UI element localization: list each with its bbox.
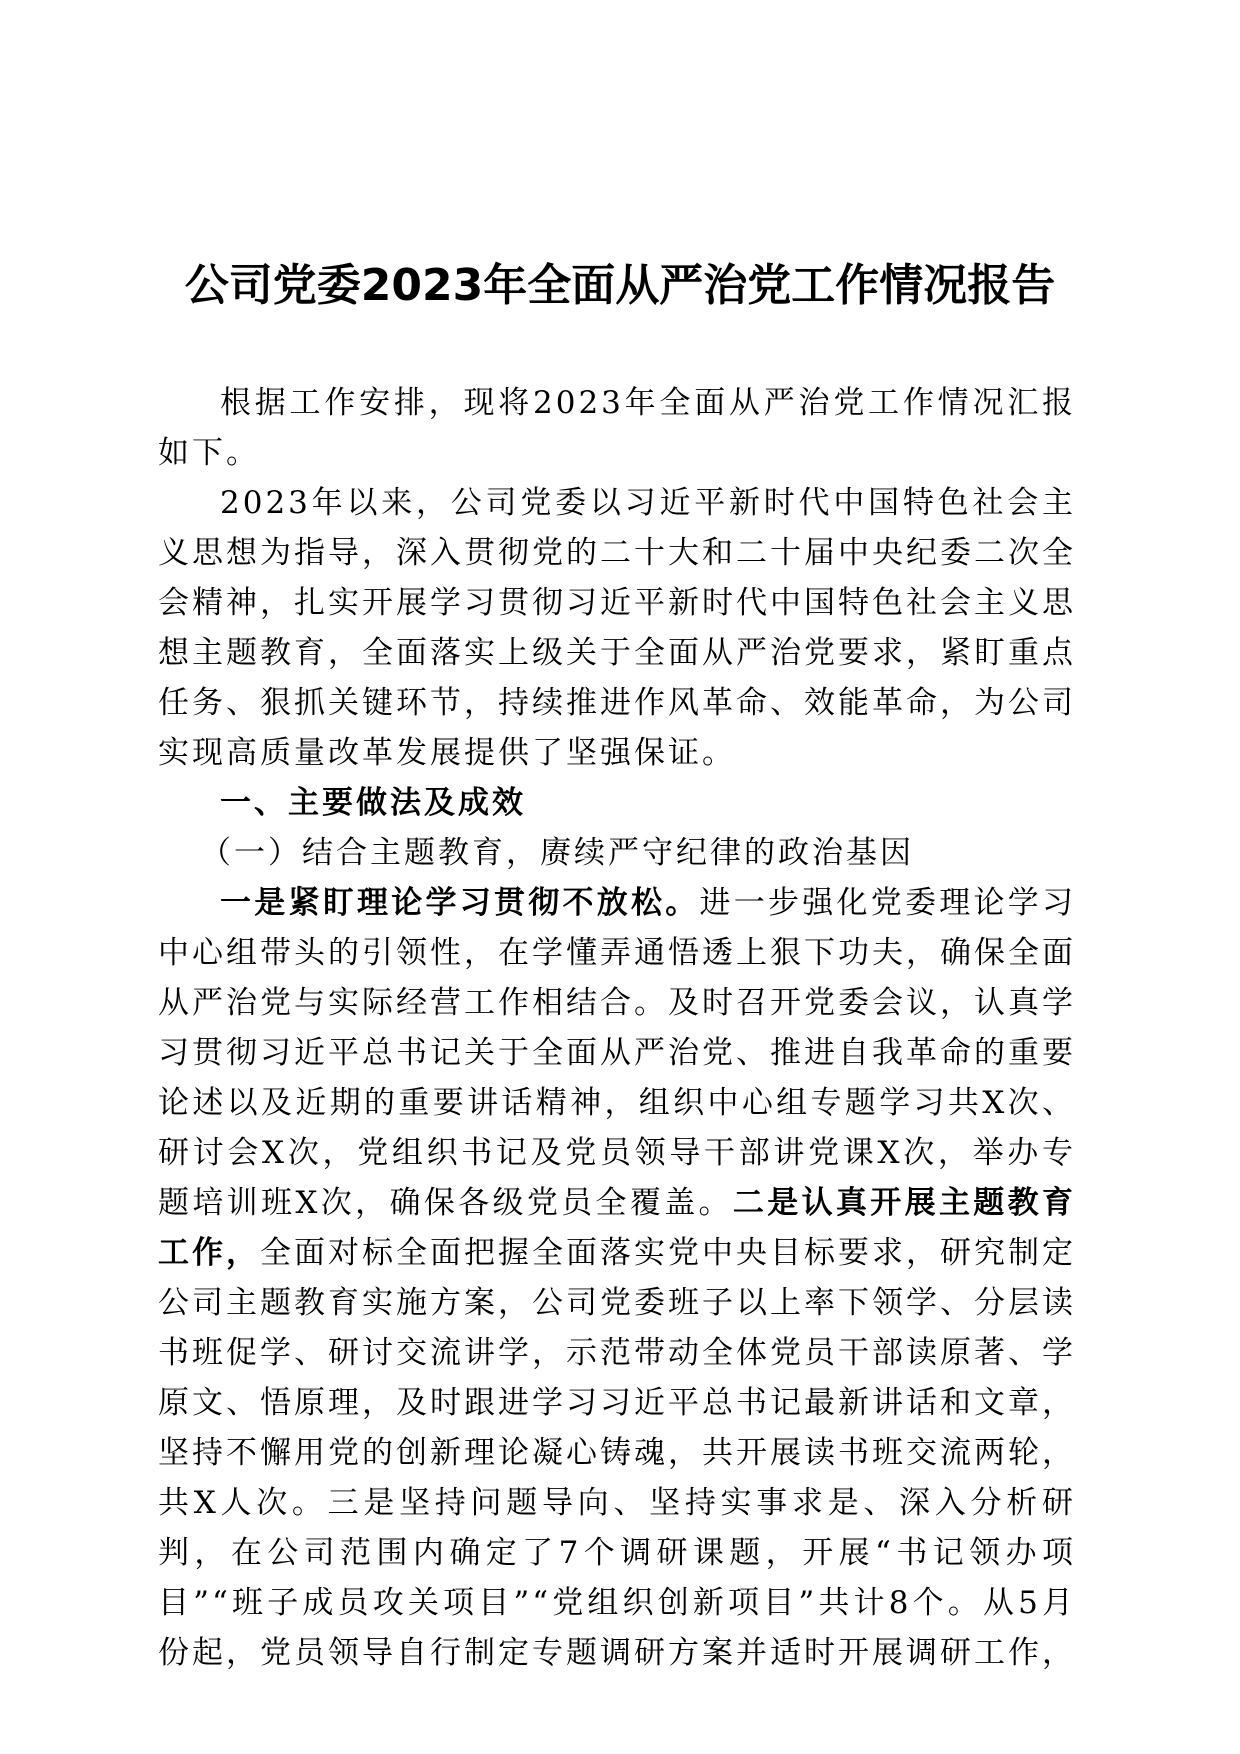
subsection-heading [158,828,1076,878]
overview-paragraph: 2023年以来，公司党委以习近平新时代中国特色社会主义思想为指导，深入贯彻党的二十大和二十届中央纪委二次全会精神，扎实开展学习贯彻习近平新时代中国特色社会主义思想主题教育，全面落实上级关于全面从严治党要求，紧盯重点任务、狠抓关键环节，持续推进作风革命、效能革命，为公司实现高质量改革发展提供了坚强保证。 [158,485,1076,771]
point-paragraph [158,878,1076,1678]
document-title: 公司党委2023年全面从严治党工作情况报告 [184,260,1056,311]
point1-lead: 一是紧盯理论学习贯彻不放松。 [220,885,700,921]
intro-paragraph: 根据工作安排，现将2023年全面从严治党工作情况汇报如下。 [158,385,1076,471]
point2-lead: 二是认真开展主题教育工作， [158,1185,1076,1271]
section-heading: 一、主要做法及成效 [220,785,526,821]
point1-text: 进一步强化党委理论学习中心组带头的引领性，在学懂弄通悟透上狠下功夫，确保全面从严治党与实际经营工作相结合。及时召开党委会议，认真学习贯彻习近平总书记关于全面从严治党、推进自我革命的重要论述以及近期的重要讲话精神，组织中心组专题学习共X次、研讨会X次，党组织书记及党员领导干部讲党课X次，举办专题培训班X次，确保各级党员全覆盖。 [158,885,1076,1221]
document-body [158,378,1076,1678]
subsection-heading-text: （一）结合主题教育，赓续严守纪律的政治基因 [200,835,914,871]
point2-text: 全面对标全面把握全面落实党中央目标要求，研究制定公司主题教育实施方案，公司党委班子以上率下领学、分层读书班促学、研讨交流讲学，示范带动全体党员干部读原著、学原文、悟原理，及时跟进学习习近平总书记最新讲话和文章，坚持不懈用党的创新理论凝心铸魂，共开展读书班交流两轮，共X人次。三是坚持问题导向、坚持实事求是、深入分析研判，在公司范围内确定了7个调研课题，开展“书记领办项目”“班子成员攻关项目”“党组织创新项目”共计8个。从5月份起，党员领导自行制定专题调研方案并适时开展调研工作， [158,1235,1076,1671]
